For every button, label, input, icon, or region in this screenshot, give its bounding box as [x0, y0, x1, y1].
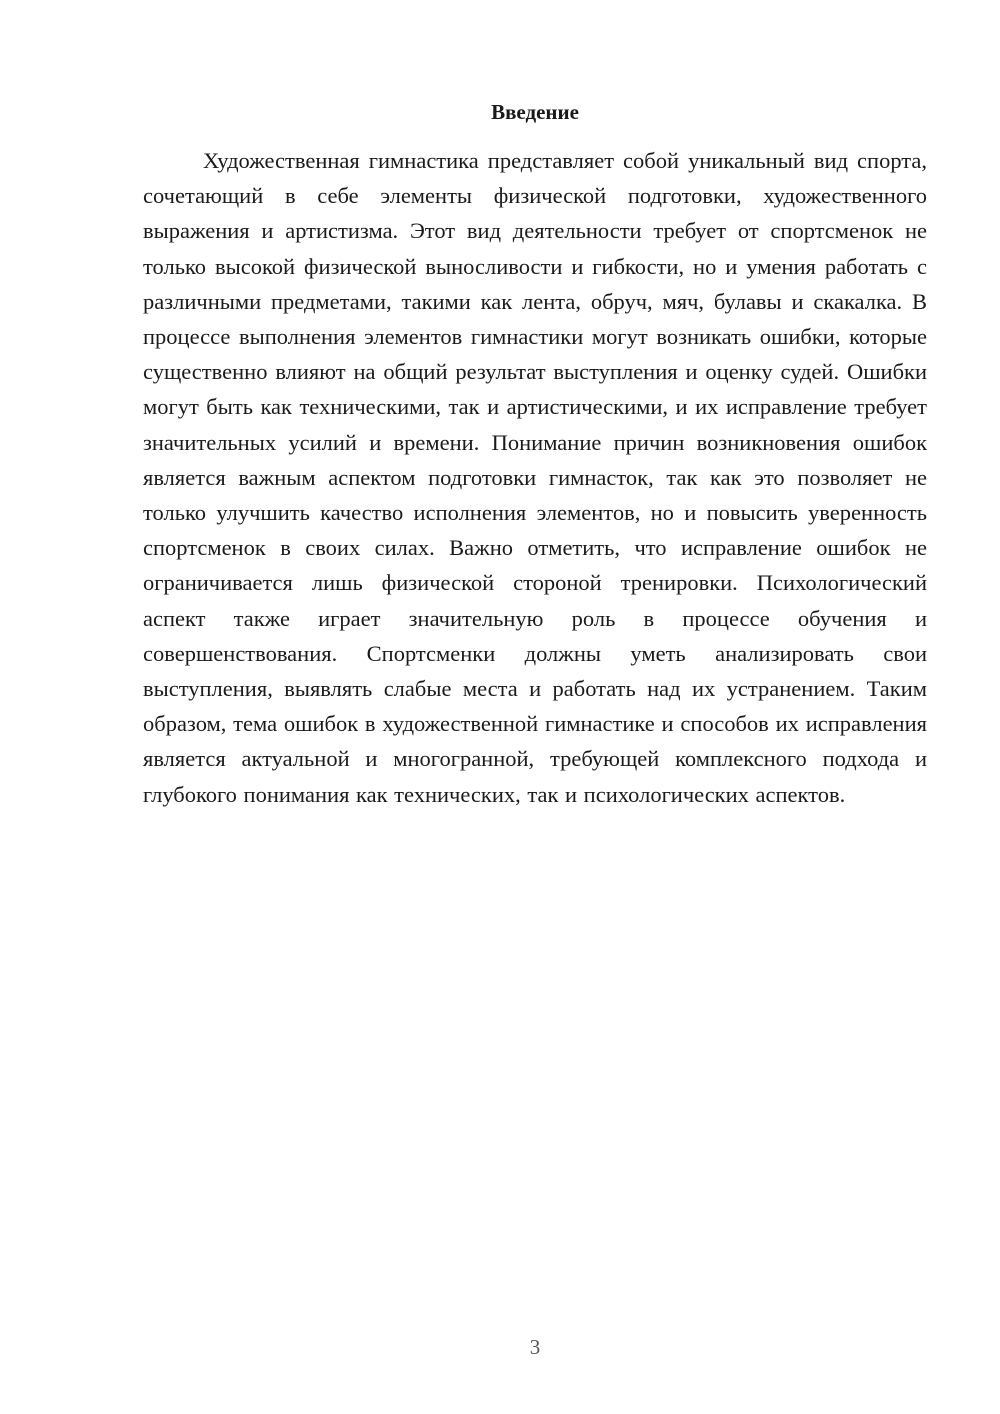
- section-title: Введение: [491, 100, 579, 124]
- page-number: 3: [529, 1335, 541, 1359]
- intro-paragraph: Художественная гимнастика представляет собой уникальный вид спорта, сочетающий в себе элементы физической подготовки, художественного выражения и артистизма. Этот вид деятельности требует от спортсменок не только высокой физической выносливости и гибкости, но и умения работать с различными предметами, такими как лента, обруч, мяч, булавы и скакалка. В процессе выполнения элементов гимнастики могут возникать ошибки, которые существенно влияют на общий результат выступления и оценку судей. Ошибки могут быть как техническими, так и артистическими, и их исправление требует значительных усилий и времени. Понимание причин возникновения ошибок является важным аспектом подготовки гимнасток, так как это позволяет не только улучшить качество исполнения элементов, но и повысить уверенность спортсменок в своих силах. Важно отметить, что исправление ошибок не ограничивается лишь физической стороной тренировки. Психологический аспект также играет значительную роль в процессе обучения и совершенствования. Спортсменки должны уметь анализировать свои выступления, выявлять слабые места и работать над их устранением. Таким образом, тема ошибок в художественной гимнастике и способов их исправления является актуальной и многогранной, требующей комплексного подхода и глубокого понимания как технических, так и психологических аспектов.: [143, 148, 927, 807]
